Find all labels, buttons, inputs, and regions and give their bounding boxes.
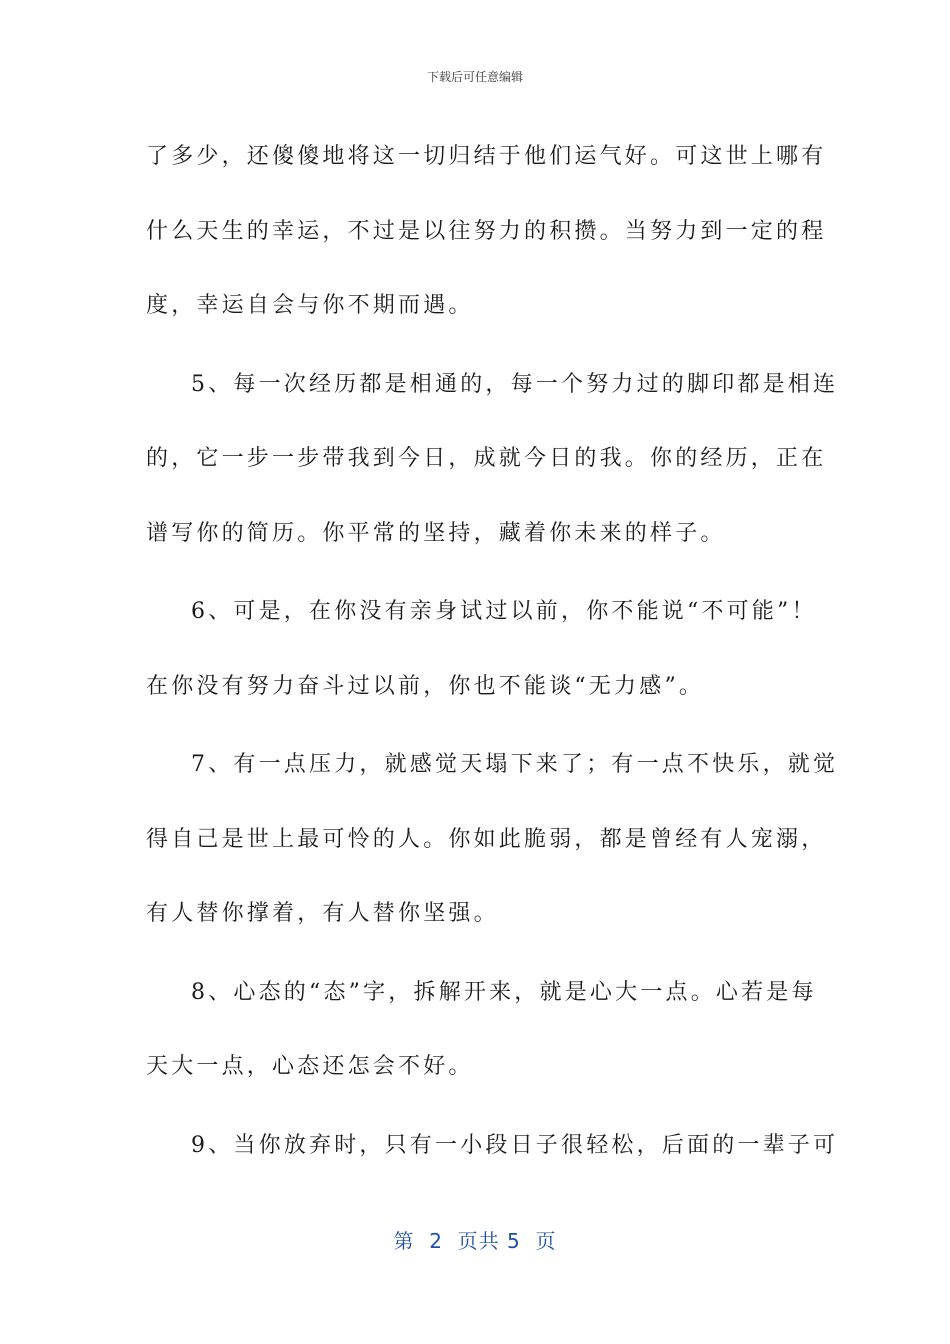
body-text (146, 120, 839, 1187)
text-line: 有人替你撑着，有人替你坚强。 (146, 901, 499, 926)
paragraph (146, 728, 839, 952)
text-line: 谱写你的简历。你平常的坚持，藏着你未来的样子。 (146, 520, 726, 546)
text-line: 什么天生的幸运，不过是以往努力的积攒。当努力到一定的程 (146, 218, 827, 244)
text-line: 在你没有努力奋斗过以前，你也不能谈“无力感”。 (146, 673, 705, 699)
text-line: 度，幸运自会与你不期而遇。 (146, 293, 474, 318)
text-line: 天大一点，心态还怎会不好。 (146, 1054, 474, 1079)
page-header (0, 68, 950, 85)
paragraph (146, 1109, 839, 1184)
text-line: 8、心态的“态”字，拆解开来，就是心大一点。心若是每 (191, 979, 817, 1005)
text-line: 了多少，还傻傻地将这一切归结于他们运气好。可这世上哪有 (146, 144, 827, 169)
paragraph (146, 120, 827, 344)
text-line: 得自己是世上最可怜的人。你如此脆弱，都是曾经有人宠溺， (146, 826, 827, 852)
text-line: 5、每一次经历都是相通的，每一个努力过的脚印都是相连 (191, 371, 839, 397)
text-line: 的，它一步一步带我到今日，成就今日的我。你的经历，正在 (146, 446, 827, 471)
paragraph (146, 348, 839, 572)
text-line: 6、可是，在你没有亲身试过以前，你不能说“不可能”！ (191, 599, 817, 624)
text-line: 7、有一点压力，就感觉天塌下来了；有一点不快乐，就觉 (191, 752, 839, 777)
page-number-text: 第 2 页共 5 页 (393, 1229, 557, 1253)
paragraph (146, 575, 817, 724)
paragraph (146, 956, 817, 1105)
text-line: 9、当你放弃时，只有一小段日子很轻松，后面的一辈子可 (191, 1132, 839, 1158)
header-text: 下载后可任意编辑 (426, 70, 523, 84)
page-footer (0, 1225, 950, 1254)
